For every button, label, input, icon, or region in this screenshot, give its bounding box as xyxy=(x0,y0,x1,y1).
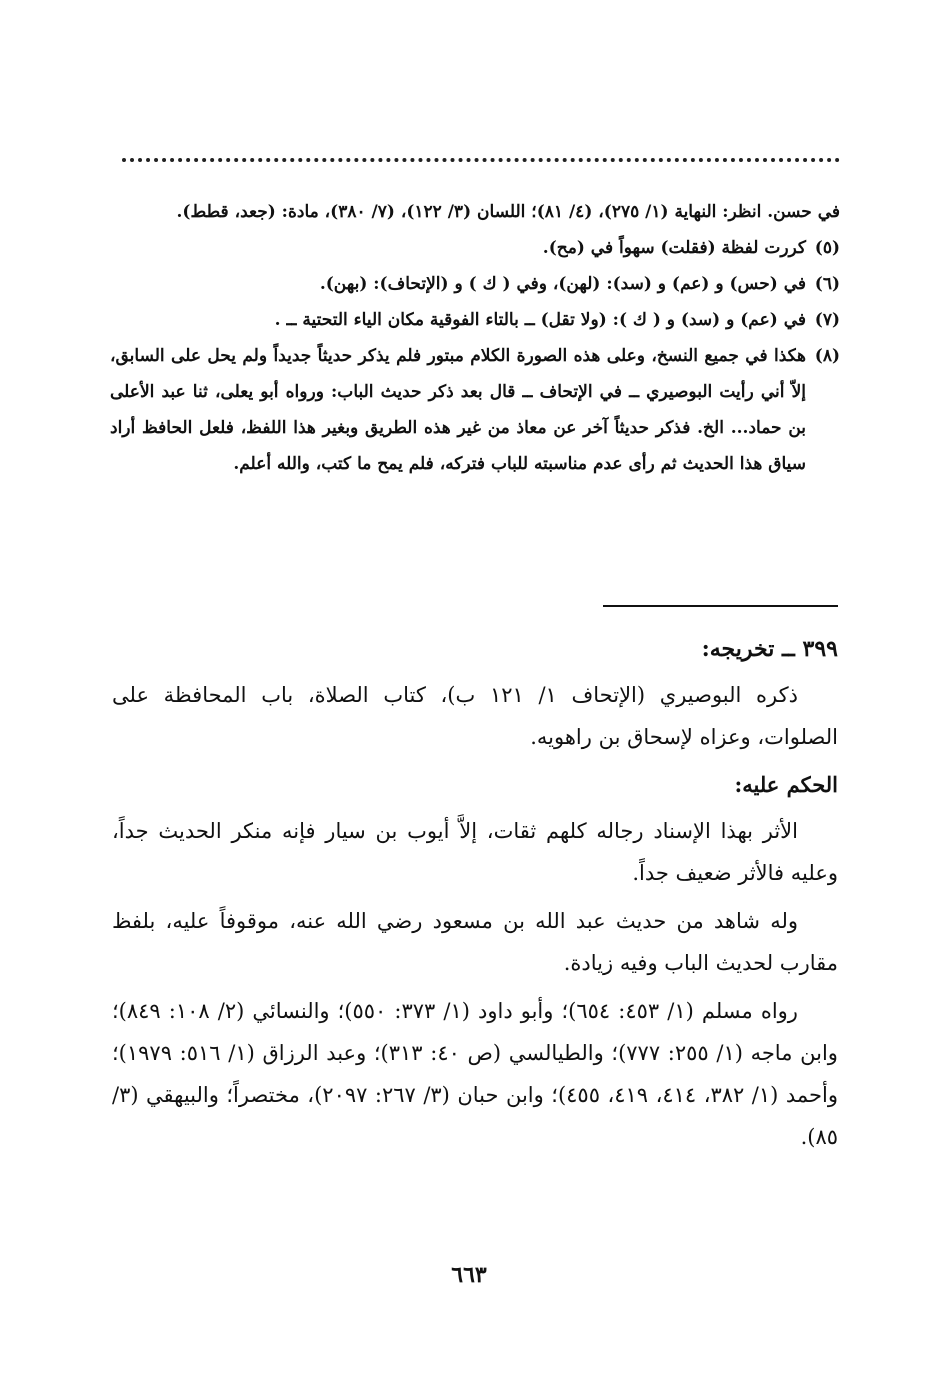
page-number: ٦٦٣ xyxy=(451,1262,487,1288)
footnote-item xyxy=(110,266,840,302)
footnote-number: (٦) xyxy=(814,274,840,294)
paragraph: رواه مسلم (١/ ٤٥٣: ٦٥٤)؛ وأبو داود (١/ ٣٧٣: ٥٥٠)؛ والنسائي (٢/ ١٠٨: ٨٤٩)؛ وابن ماجه (١/ ٢٥٥: ٧٧٧)؛ والطيالسي (ص ٤٠: ٣١٣)؛ وعبد الرزاق (١/ ٥١٦: ١٩٧٩)؛ وأحمد (١/ ٣٨٢، ٤١٤، ٤١٩، ٤٥٥)؛ وابن حبان (٣/ ٢٦٧: ٢٠٩٧)، مختصراً؛ والبيهقي (٣/ ٨٥). xyxy=(112,999,838,1149)
footnote-text: هكذا في جميع النسخ، وعلى هذه الصورة الكلام مبتور فلم يذكر حديثاً جديداً ولم يحل على السابق، إلاّ أني رأيت البوصيري ــ في الإتحاف ــ قال بعد ذكر حديث الباب: ورواه أبو يعلى، ثنا عبد الأعلى بن حماد... الخ. فذكر حديثاً آخر عن معاذ من غير هذه الطريق وبغير هذا اللفظ، فلعل الحافظ أراد سياق هذا الحديث ثم رأى عدم مناسبته للباب فتركه، فلم يمح ما كتب، والله أعلم. xyxy=(110,346,806,474)
main-text xyxy=(112,628,838,1164)
section-rule xyxy=(603,605,838,607)
footnote-number: (٧) xyxy=(814,310,840,330)
footnote-continuation: في حسن. انظر: النهاية (١/ ٢٧٥)، (٤/ ٨١)؛ اللسان (٣/ ١٢٢)، (٧/ ٣٨٠)، مادة: (جعد، قطط). xyxy=(176,202,840,222)
footnote-text: كررت لفظة (فقلت) سهواً في (مح). xyxy=(542,238,806,258)
footnote-item xyxy=(110,230,840,266)
section-heading: ٣٩٩ ــ تخريجه: xyxy=(701,636,838,662)
footnote-text: في (عم) و (سد) و ( ك ): (ولا تقل) ــ بالتاء الفوقية مكان الياء التحتية ــ . xyxy=(274,310,806,330)
paragraph: الأثر بهذا الإسناد رجاله كلهم ثقات، إلاَّ أيوب بن سيار فإنه منكر الحديث جداً، وعليه فالأثر ضعيف جداً. xyxy=(112,819,838,885)
footnote-item xyxy=(110,338,840,482)
footnote-text: في (حس) و (عم) و (سد): (لهن)، وفي ( ك ) و (الإتحاف): (بهن). xyxy=(319,274,806,294)
footnotes-section xyxy=(110,194,840,482)
footnote-number: (٨) xyxy=(814,346,840,366)
subheading: الحكم عليه: xyxy=(734,772,838,797)
footnote-number: (٥) xyxy=(814,238,840,258)
paragraph: وله شاهد من حديث عبد الله بن مسعود رضي الله عنه، موقوفاً عليه، بلفظ مقارب لحديث الباب وفيه زيادة. xyxy=(112,909,838,975)
footnote-item xyxy=(110,302,840,338)
dotted-separator xyxy=(122,158,840,162)
paragraph: ذكره البوصيري (الإتحاف ١/ ١٢١ ب)، كتاب الصلاة، باب المحافظة على الصلوات، وعزاه لإسحاق بن راهويه. xyxy=(112,683,838,749)
